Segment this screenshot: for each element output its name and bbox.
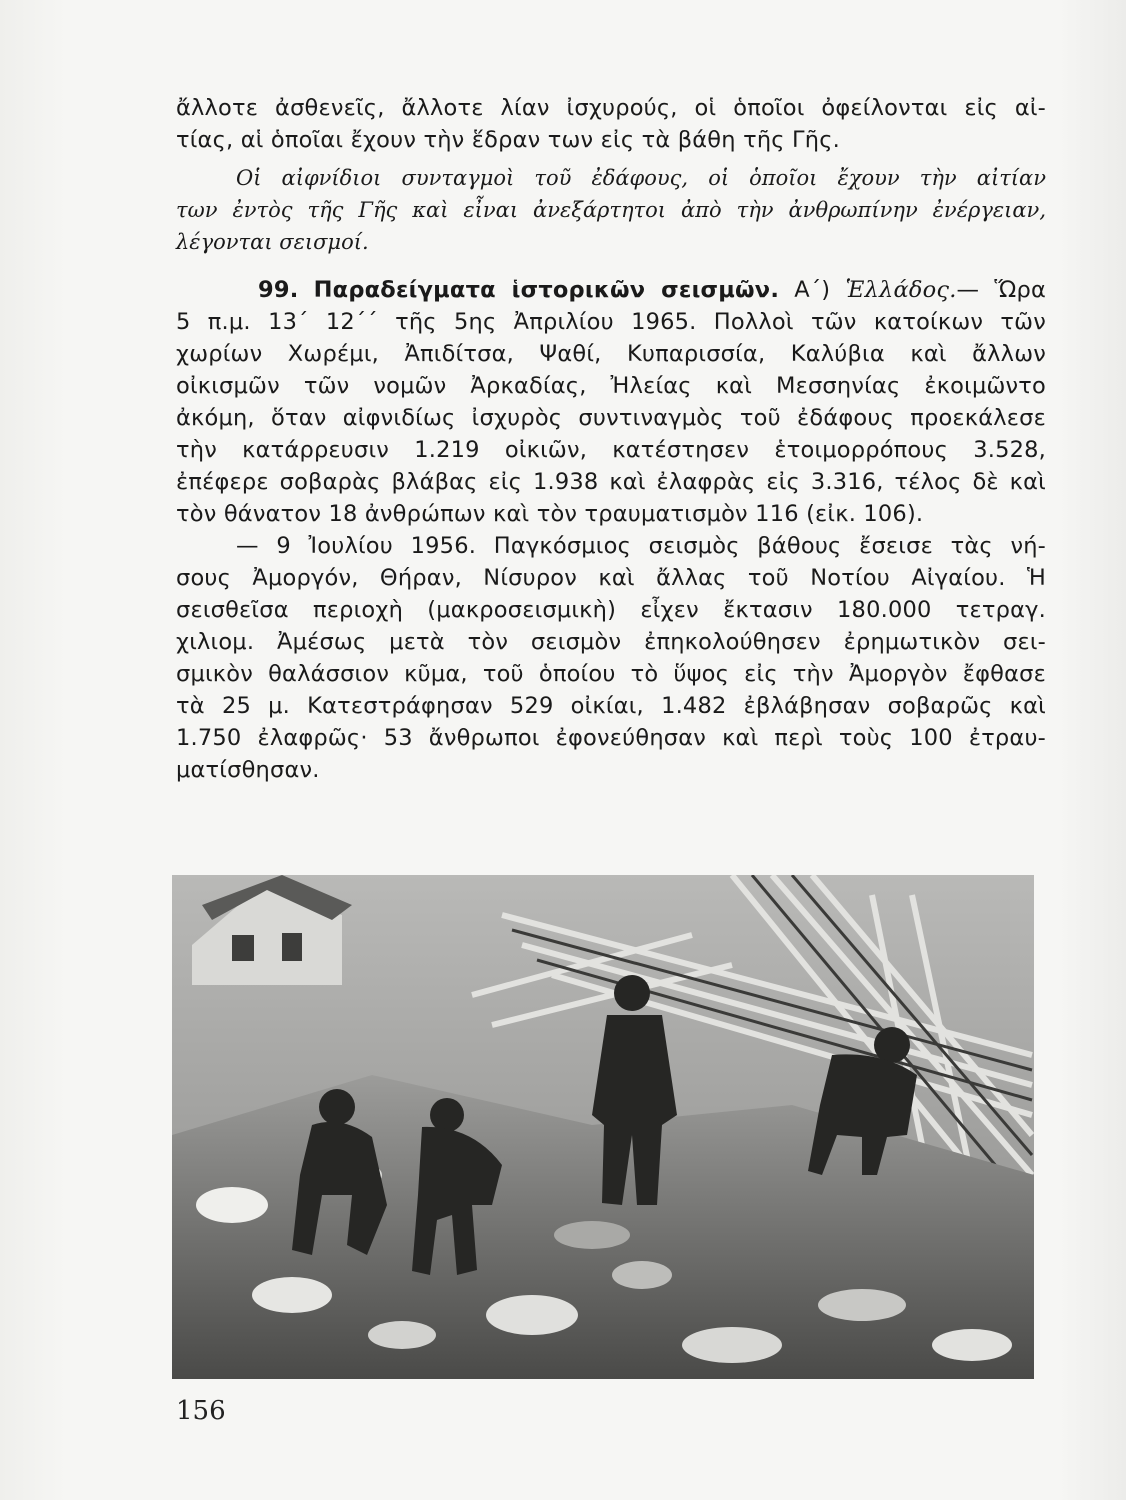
definition-line-2: των ἐντὸς τῆς Γῆς καὶ εἶναι ἀνεξάρτητοι ἀπὸ τὴν ἀνθρωπίνην ἐνέργειαν,: [176, 198, 1046, 222]
intro-line-1: ἄλλοτε ἀσθενεῖς, ἄλλοτε λίαν ἰσχυρούς, οἱ ὁποῖοι ὀφείλονται εἰς αἰ-: [176, 95, 1046, 121]
definition-line-3: λέγονται σεισμοί.: [176, 230, 369, 254]
section-title: Παραδείγματα ἱστορικῶν σεισμῶν.: [313, 277, 780, 303]
definition-paragraph: [176, 162, 1046, 258]
intro-paragraph: [176, 92, 1046, 156]
earthquake-rubble-photo: [172, 875, 1034, 1379]
p1956-line-8: ματίσθησαν.: [176, 757, 320, 783]
paragraph-1956: [176, 530, 1046, 786]
photo-illustration: [172, 875, 1034, 1379]
p1956-line-3: σεισθεῖσα περιοχὴ (μακροσεισμικὴ) εἶχεν ἔκτασιν 180.000 τετραγ.: [176, 597, 1046, 623]
section-line-7: τὸν θάνατον 18 ἀνθρώπων καὶ τὸν τραυματισμὸν 116 (εἰκ. 106).: [176, 501, 924, 527]
section-line-6: ἐπέφερε σοβαρὰς βλάβας εἰς 1.938 καὶ ἐλαφρὰς εἰς 3.316, τέλος δὲ καὶ: [176, 469, 1046, 495]
section-line-5: τὴν κατάρρευσιν 1.219 οἰκιῶν, κατέστησεν ἑτοιμορρόπους 3.528,: [176, 437, 1046, 463]
subhead-label: Α΄): [794, 277, 831, 303]
subhead-italic: Ἑλλάδος.: [845, 277, 957, 303]
section-number: 99.: [258, 277, 299, 303]
p1956-line-5: σμικὸν θαλάσσιον κῦμα, τοῦ ὁποίου τὸ ὕψος εἰς τὴν Ἀμοργὸν ἔφθασε: [176, 661, 1046, 687]
intro-line-2: τίας, αἱ ὁποῖαι ἔχουν τὴν ἕδραν των εἰς τὰ βάθη τῆς Γῆς.: [176, 127, 840, 153]
page-number: 156: [176, 1396, 226, 1426]
p1956-line-6: τὰ 25 μ. Κατεστράφησαν 529 οἰκίαι, 1.482 ἐβλάβησαν σοβαρῶς καὶ: [176, 693, 1046, 719]
definition-line-1: Οἱ αἰφνίδιοι συνταγμοὶ τοῦ ἐδάφους, οἱ ὁποῖοι ἔχουν τὴν αἰτίαν: [236, 166, 1046, 190]
section-line-1: 5 π.μ. 13΄ 12΄΄ τῆς 5ης Ἀπριλίου 1965. Πολλοὶ τῶν κατοίκων τῶν: [176, 309, 1046, 335]
section-heading-line: [176, 274, 1046, 306]
section-line-2: χωρίων Χωρέμι, Ἀπιδίτσα, Ψαθί, Κυπαρισσία, Καλύβια καὶ ἄλλων: [176, 341, 1046, 367]
section-line-4: ἀκόμη, ὅταν αἰφνιδίως ἰσχυρὸς συντιναγμὸς τοῦ ἐδάφους προεκάλεσε: [176, 405, 1046, 431]
p1956-line-7: 1.750 ἐλαφρῶς· 53 ἄνθρωποι ἐφονεύθησαν καὶ περὶ τοὺς 100 ἐτραυ-: [176, 725, 1046, 751]
p1956-line-2: σους Ἀμοργόν, Θήραν, Νίσυρον καὶ ἄλλας τοῦ Νοτίου Αἰγαίου. Ἡ: [176, 565, 1046, 591]
first-line-rest: — Ὥρα: [956, 277, 1047, 303]
section-line-3: οἰκισμῶν τῶν νομῶν Ἀρκαδίας, Ἠλείας καὶ Μεσσηνίας ἐκοιμῶντο: [176, 373, 1046, 399]
section-99: [176, 274, 1046, 530]
p1956-line-4: χιλιομ. Ἀμέσως μετὰ τὸν σεισμὸν ἐπηκολούθησεν ἐρημωτικὸν σει-: [176, 629, 1046, 655]
p1956-line-1: — 9 Ἰουλίου 1956. Παγκόσμιος σεισμὸς βάθους ἔσεισε τὰς νή-: [236, 533, 1046, 559]
text-block: [176, 92, 1046, 786]
